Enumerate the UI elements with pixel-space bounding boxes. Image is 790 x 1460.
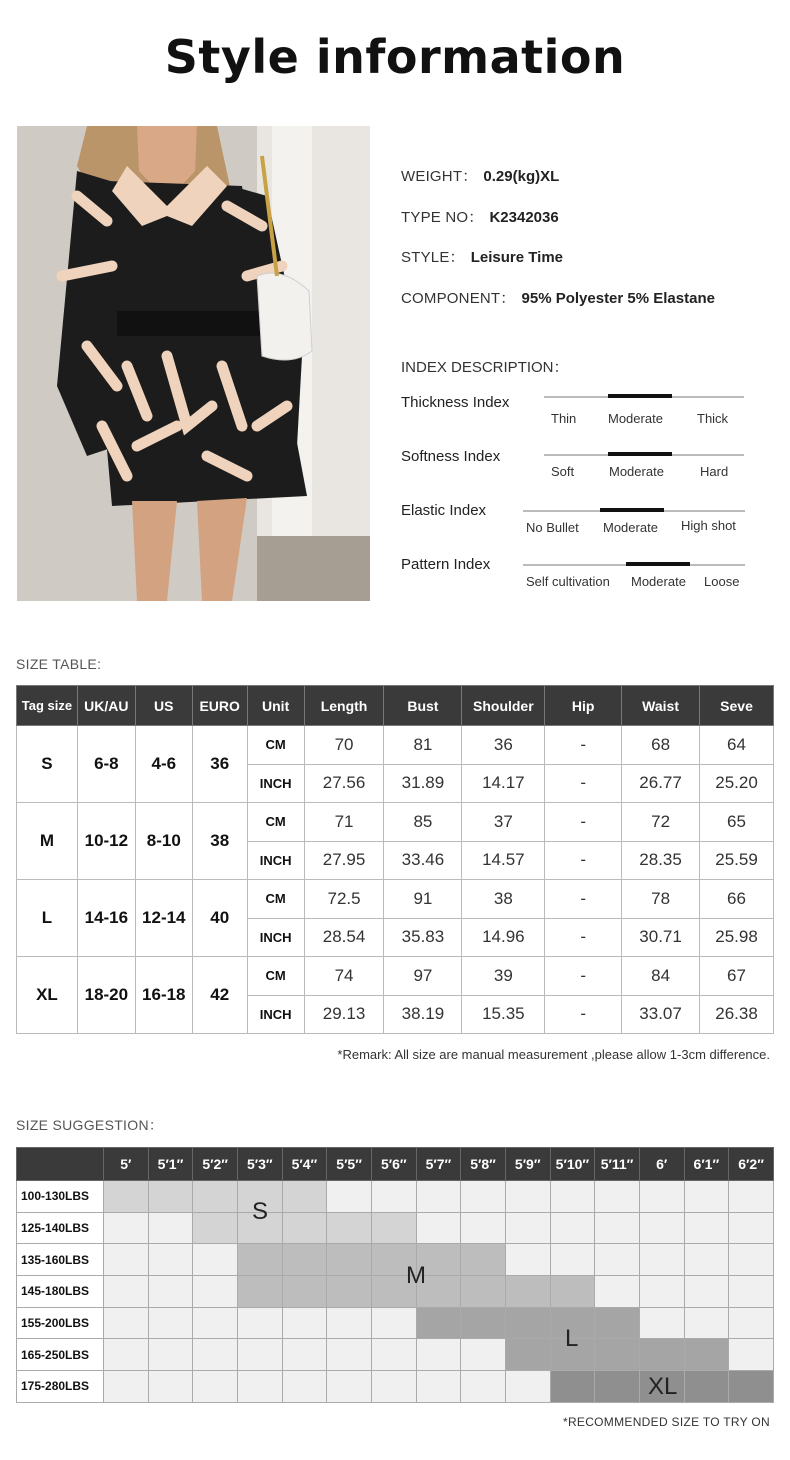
grid-cell xyxy=(416,1212,461,1244)
grid-cell xyxy=(729,1212,774,1244)
unit-cell: CM xyxy=(247,957,304,996)
col-header: Seve xyxy=(700,686,774,726)
uk-size-cell: 18-20 xyxy=(77,957,135,1034)
size-s-label: S xyxy=(252,1198,269,1225)
us-size-cell: 16-18 xyxy=(135,957,192,1034)
grid-cell-l xyxy=(461,1307,506,1339)
grid-cell xyxy=(729,1181,774,1213)
elastic-index xyxy=(401,502,781,542)
index-name: Softness Index xyxy=(401,448,501,465)
weight-value: 0.29(kg)XL xyxy=(483,168,560,185)
table-cell: 28.35 xyxy=(622,841,700,880)
height-header: 6′1″ xyxy=(684,1148,729,1181)
grid-cell-m xyxy=(461,1276,506,1308)
tag-size-cell: M xyxy=(17,803,78,880)
grid-cell xyxy=(148,1339,193,1371)
grid-cell-m xyxy=(550,1276,595,1308)
grid-cell xyxy=(237,1339,282,1371)
unit-cell: CM xyxy=(247,880,304,919)
grid-cell-l xyxy=(505,1307,550,1339)
grid-cell xyxy=(104,1212,149,1244)
table-cell: 14.57 xyxy=(462,841,545,880)
index-description-heading: INDEX DESCRIPTION： xyxy=(401,359,569,376)
size-xl-label: XL xyxy=(648,1373,678,1400)
grid-cell xyxy=(505,1371,550,1403)
col-header: Unit xyxy=(247,686,304,726)
grid-cell-m xyxy=(461,1244,506,1276)
weight-row xyxy=(17,1244,774,1276)
index-selected-mark xyxy=(626,562,690,566)
grid-cell xyxy=(729,1244,774,1276)
size-suggestion-grid xyxy=(16,1147,774,1403)
type-label: TYPE NO： xyxy=(401,209,484,226)
weight-row xyxy=(17,1339,774,1371)
table-cell: 81 xyxy=(384,726,462,765)
height-header: 5′ xyxy=(104,1148,149,1181)
thickness-index xyxy=(401,394,781,434)
index-scale-high: Loose xyxy=(704,574,740,589)
table-cell: 35.83 xyxy=(384,918,462,957)
grid-cell-m xyxy=(237,1244,282,1276)
grid-cell-s xyxy=(282,1181,327,1213)
grid-cell-xl xyxy=(595,1371,640,1403)
table-cell: 39 xyxy=(462,957,545,996)
index-scale-mid: Moderate xyxy=(608,411,663,426)
grid-cell-m xyxy=(237,1276,282,1308)
weight-row xyxy=(17,1276,774,1308)
grid-cell xyxy=(595,1276,640,1308)
grid-cell xyxy=(684,1276,729,1308)
unit-cell: INCH xyxy=(247,995,304,1034)
col-header: Bust xyxy=(384,686,462,726)
height-header-row xyxy=(17,1148,774,1181)
type-value: K2342036 xyxy=(489,209,559,226)
table-cell: 38 xyxy=(462,880,545,919)
table-row xyxy=(17,803,774,842)
table-cell: 64 xyxy=(700,726,774,765)
component-value: 95% Polyester 5% Elastane xyxy=(521,290,715,307)
height-header: 5′4″ xyxy=(282,1148,327,1181)
table-cell: 26.77 xyxy=(622,764,700,803)
grid-cell-s xyxy=(148,1181,193,1213)
grid-cell xyxy=(595,1212,640,1244)
grid-cell xyxy=(595,1181,640,1213)
col-header: US xyxy=(135,686,192,726)
table-cell: 74 xyxy=(304,957,384,996)
height-header: 6′2″ xyxy=(729,1148,774,1181)
grid-cell xyxy=(371,1307,416,1339)
height-header: 5′2″ xyxy=(193,1148,238,1181)
grid-cell-s xyxy=(282,1212,327,1244)
corner-cell xyxy=(17,1148,104,1181)
recommended-note: *RECOMMENDED SIZE TO TRY ON xyxy=(562,1415,770,1429)
table-row xyxy=(17,880,774,919)
euro-size-cell: 36 xyxy=(192,726,247,803)
table-cell: - xyxy=(545,880,622,919)
style-row xyxy=(401,246,563,267)
grid-cell-l xyxy=(684,1339,729,1371)
size-table xyxy=(16,685,774,1034)
table-cell: 27.95 xyxy=(304,841,384,880)
grid-cell xyxy=(639,1307,684,1339)
size-suggestion-label: SIZE SUGGESTION： xyxy=(16,1117,164,1133)
table-cell: 67 xyxy=(700,957,774,996)
grid-cell xyxy=(327,1307,372,1339)
grid-cell xyxy=(104,1339,149,1371)
grid-cell xyxy=(505,1181,550,1213)
grid-cell-s xyxy=(193,1181,238,1213)
grid-cell xyxy=(148,1371,193,1403)
grid-cell xyxy=(282,1371,327,1403)
grid-cell-m xyxy=(505,1276,550,1308)
grid-cell xyxy=(595,1244,640,1276)
index-scale-high: Thick xyxy=(697,411,729,426)
grid-cell xyxy=(371,1371,416,1403)
size-l-label: L xyxy=(565,1325,579,1352)
grid-cell xyxy=(639,1244,684,1276)
table-cell: 31.89 xyxy=(384,764,462,803)
height-header: 5′3″ xyxy=(237,1148,282,1181)
grid-cell xyxy=(193,1339,238,1371)
index-scale-mid: Moderate xyxy=(603,520,658,535)
grid-cell-xl xyxy=(550,1371,595,1403)
table-cell: - xyxy=(545,726,622,765)
grid-cell xyxy=(148,1307,193,1339)
grid-cell-m xyxy=(282,1244,327,1276)
grid-cell xyxy=(237,1371,282,1403)
grid-cell-s xyxy=(193,1212,238,1244)
table-cell: 25.59 xyxy=(700,841,774,880)
index-selected-mark xyxy=(608,394,672,398)
index-scale-high: High shot xyxy=(681,518,736,533)
grid-cell xyxy=(148,1276,193,1308)
style-value: Leisure Time xyxy=(470,249,563,266)
table-cell: - xyxy=(545,803,622,842)
grid-cell-m xyxy=(282,1276,327,1308)
grid-cell xyxy=(505,1212,550,1244)
tag-size-cell: S xyxy=(17,726,78,803)
table-row xyxy=(17,957,774,996)
index-scale-mid: Moderate xyxy=(609,464,664,479)
weight-header: 165-250LBS xyxy=(17,1339,104,1371)
grid-cell xyxy=(148,1244,193,1276)
col-header: Waist xyxy=(622,686,700,726)
size-table-label: SIZE TABLE: xyxy=(16,656,102,672)
height-header: 6′ xyxy=(639,1148,684,1181)
index-scale-low: Soft xyxy=(551,464,575,479)
table-cell: - xyxy=(545,995,622,1034)
grid-cell-l xyxy=(505,1339,550,1371)
grid-cell xyxy=(729,1276,774,1308)
height-header: 5′6″ xyxy=(371,1148,416,1181)
grid-cell xyxy=(684,1244,729,1276)
table-cell: 33.07 xyxy=(622,995,700,1034)
type-row xyxy=(401,206,559,227)
grid-cell xyxy=(550,1244,595,1276)
table-cell: 71 xyxy=(304,803,384,842)
table-cell: 25.98 xyxy=(700,918,774,957)
uk-size-cell: 14-16 xyxy=(77,880,135,957)
grid-cell-m xyxy=(327,1276,372,1308)
index-name: Elastic Index xyxy=(401,502,487,519)
us-size-cell: 12-14 xyxy=(135,880,192,957)
grid-cell xyxy=(729,1339,774,1371)
index-selected-mark xyxy=(600,508,664,512)
grid-cell xyxy=(505,1244,550,1276)
table-cell: 72 xyxy=(622,803,700,842)
grid-cell xyxy=(371,1181,416,1213)
weight-row xyxy=(401,165,559,186)
grid-cell xyxy=(416,1371,461,1403)
grid-cell xyxy=(416,1339,461,1371)
height-header: 5′10″ xyxy=(550,1148,595,1181)
index-selected-mark xyxy=(608,452,672,456)
unit-cell: INCH xyxy=(247,918,304,957)
weight-header: 145-180LBS xyxy=(17,1276,104,1308)
grid-cell xyxy=(104,1307,149,1339)
index-scale-low: Thin xyxy=(551,411,577,426)
height-header: 5′8″ xyxy=(461,1148,506,1181)
table-cell: 68 xyxy=(622,726,700,765)
style-label: STYLE： xyxy=(401,249,465,266)
grid-cell xyxy=(104,1276,149,1308)
table-cell: 91 xyxy=(384,880,462,919)
table-cell: 84 xyxy=(622,957,700,996)
grid-cell xyxy=(371,1339,416,1371)
weight-label: WEIGHT： xyxy=(401,168,478,185)
unit-cell: INCH xyxy=(247,764,304,803)
col-header: UK/AU xyxy=(77,686,135,726)
unit-cell: INCH xyxy=(247,841,304,880)
col-header: Length xyxy=(304,686,384,726)
index-scale-mid: Moderate xyxy=(631,574,686,589)
grid-cell xyxy=(104,1371,149,1403)
height-header: 5′9″ xyxy=(505,1148,550,1181)
tag-size-cell: XL xyxy=(17,957,78,1034)
table-cell: 27.56 xyxy=(304,764,384,803)
table-cell: 65 xyxy=(700,803,774,842)
grid-cell xyxy=(104,1244,149,1276)
table-cell: 36 xyxy=(462,726,545,765)
softness-index xyxy=(401,448,781,488)
weight-row xyxy=(17,1212,774,1244)
grid-cell xyxy=(684,1307,729,1339)
height-header: 5′5″ xyxy=(327,1148,372,1181)
euro-size-cell: 40 xyxy=(192,880,247,957)
table-cell: 38.19 xyxy=(384,995,462,1034)
grid-cell xyxy=(327,1339,372,1371)
table-cell: 25.20 xyxy=(700,764,774,803)
table-cell: 28.54 xyxy=(304,918,384,957)
weight-header: 155-200LBS xyxy=(17,1307,104,1339)
index-scale-low: Self cultivation xyxy=(526,574,610,589)
weight-row xyxy=(17,1181,774,1213)
grid-cell xyxy=(193,1244,238,1276)
table-cell: 33.46 xyxy=(384,841,462,880)
grid-cell xyxy=(193,1307,238,1339)
height-header: 5′11″ xyxy=(595,1148,640,1181)
grid-cell xyxy=(416,1181,461,1213)
weight-header: 125-140LBS xyxy=(17,1212,104,1244)
grid-cell xyxy=(461,1339,506,1371)
table-cell: 72.5 xyxy=(304,880,384,919)
size-table-header xyxy=(17,686,774,726)
grid-cell xyxy=(639,1276,684,1308)
grid-cell-s xyxy=(104,1181,149,1213)
table-cell: 30.71 xyxy=(622,918,700,957)
table-cell: 15.35 xyxy=(462,995,545,1034)
table-row xyxy=(17,726,774,765)
tag-size-cell: L xyxy=(17,880,78,957)
grid-cell-s xyxy=(371,1212,416,1244)
grid-cell xyxy=(193,1276,238,1308)
uk-size-cell: 6-8 xyxy=(77,726,135,803)
grid-cell-s xyxy=(327,1212,372,1244)
grid-cell-m xyxy=(327,1244,372,1276)
grid-cell-xl xyxy=(729,1371,774,1403)
col-header: Tag size xyxy=(17,686,78,726)
size-remark: *Remark: All size are manual measurement ,please allow 1-3cm difference. xyxy=(337,1047,770,1062)
grid-cell xyxy=(639,1181,684,1213)
table-cell: 97 xyxy=(384,957,462,996)
height-header: 5′1″ xyxy=(148,1148,193,1181)
table-cell: 26.38 xyxy=(700,995,774,1034)
weight-header: 100-130LBS xyxy=(17,1181,104,1213)
grid-cell xyxy=(461,1181,506,1213)
table-cell: 37 xyxy=(462,803,545,842)
grid-cell xyxy=(461,1371,506,1403)
index-scale-low: No Bullet xyxy=(526,520,579,535)
grid-cell xyxy=(550,1212,595,1244)
table-cell: 85 xyxy=(384,803,462,842)
table-cell: 14.17 xyxy=(462,764,545,803)
weight-header: 135-160LBS xyxy=(17,1244,104,1276)
grid-cell xyxy=(684,1181,729,1213)
grid-cell xyxy=(282,1307,327,1339)
component-row xyxy=(401,287,715,308)
height-header: 5′7″ xyxy=(416,1148,461,1181)
weight-row xyxy=(17,1307,774,1339)
page-title: Style information xyxy=(164,30,626,84)
grid-cell-l xyxy=(595,1307,640,1339)
pattern-index xyxy=(401,556,781,596)
grid-cell-l xyxy=(595,1339,640,1371)
grid-cell xyxy=(193,1371,238,1403)
table-cell: 29.13 xyxy=(304,995,384,1034)
index-scale-high: Hard xyxy=(700,464,729,479)
table-cell: 66 xyxy=(700,880,774,919)
grid-cell xyxy=(684,1212,729,1244)
size-m-label: M xyxy=(406,1262,426,1289)
us-size-cell: 4-6 xyxy=(135,726,192,803)
table-cell: 78 xyxy=(622,880,700,919)
grid-cell xyxy=(461,1212,506,1244)
grid-cell xyxy=(237,1307,282,1339)
grid-cell xyxy=(639,1212,684,1244)
euro-size-cell: 42 xyxy=(192,957,247,1034)
index-name: Thickness Index xyxy=(401,394,510,411)
grid-cell-l xyxy=(639,1339,684,1371)
unit-cell: CM xyxy=(247,726,304,765)
grid-cell-l xyxy=(416,1307,461,1339)
uk-size-cell: 10-12 xyxy=(77,803,135,880)
component-label: COMPONENT： xyxy=(401,290,516,307)
grid-cell xyxy=(327,1181,372,1213)
index-name: Pattern Index xyxy=(401,556,491,573)
grid-cell xyxy=(550,1181,595,1213)
table-cell: 70 xyxy=(304,726,384,765)
grid-cell xyxy=(282,1339,327,1371)
col-header: EURO xyxy=(192,686,247,726)
grid-cell xyxy=(148,1212,193,1244)
table-cell: - xyxy=(545,918,622,957)
euro-size-cell: 38 xyxy=(192,803,247,880)
grid-cell xyxy=(729,1307,774,1339)
col-header: Shoulder xyxy=(462,686,545,726)
weight-header: 175-280LBS xyxy=(17,1371,104,1403)
grid-cell xyxy=(327,1371,372,1403)
product-photo xyxy=(17,126,370,601)
table-cell: - xyxy=(545,841,622,880)
col-header: Hip xyxy=(545,686,622,726)
unit-cell: CM xyxy=(247,803,304,842)
grid-cell-xl xyxy=(684,1371,729,1403)
us-size-cell: 8-10 xyxy=(135,803,192,880)
table-cell: - xyxy=(545,764,622,803)
table-cell: - xyxy=(545,957,622,996)
table-cell: 14.96 xyxy=(462,918,545,957)
